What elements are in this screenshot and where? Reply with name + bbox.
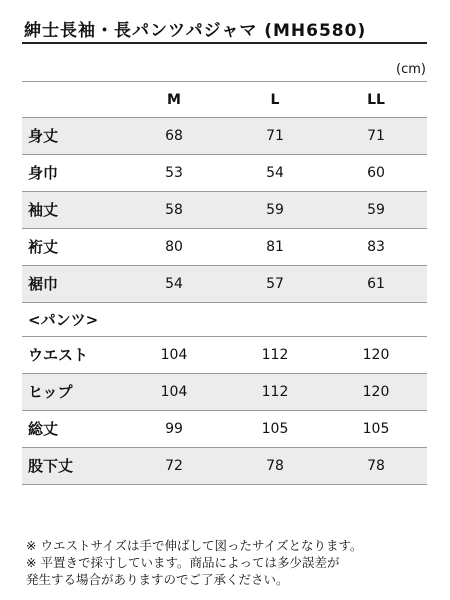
page-title: 紳士長袖・長パンツパジャマ (MH6580) xyxy=(24,21,367,41)
header-size-l: L xyxy=(270,92,280,108)
cell-value: 60 xyxy=(367,165,385,181)
cell-value: 112 xyxy=(261,384,289,400)
table-header-row xyxy=(22,81,427,118)
cell-value: 59 xyxy=(367,202,385,218)
cell-value: 104 xyxy=(160,347,188,363)
cell-value: 120 xyxy=(362,347,390,363)
row-label: 総丈 xyxy=(28,420,59,438)
header-size-m: M xyxy=(167,92,181,108)
header-size-ll: LL xyxy=(367,92,385,108)
table-row xyxy=(22,155,427,192)
cell-value: 105 xyxy=(362,421,390,437)
cell-value: 53 xyxy=(165,165,183,181)
cell-value: 61 xyxy=(367,276,385,292)
cell-value: 104 xyxy=(160,384,188,400)
cell-value: 54 xyxy=(165,276,183,292)
cell-value: 120 xyxy=(362,384,390,400)
cell-value: 80 xyxy=(165,239,183,255)
cell-value: 54 xyxy=(266,165,284,181)
cell-value: 71 xyxy=(367,128,385,144)
cell-value: 57 xyxy=(266,276,284,292)
row-label: 裄丈 xyxy=(28,238,59,256)
cell-value: 78 xyxy=(367,458,385,474)
table-row xyxy=(22,266,427,303)
note-line: ※ 平置きで採寸しています。商品によっては多少誤差が xyxy=(26,555,340,570)
row-label: ウエスト xyxy=(28,346,89,364)
row-label: ヒップ xyxy=(28,383,73,401)
table-row xyxy=(22,337,427,374)
cell-value: 78 xyxy=(266,458,284,474)
cell-value: 58 xyxy=(165,202,183,218)
cell-value: 81 xyxy=(266,239,284,255)
row-label: 身丈 xyxy=(28,127,59,145)
table-row xyxy=(22,411,427,448)
cell-value: 59 xyxy=(266,202,284,218)
unit-label: (cm) xyxy=(396,62,426,77)
pants-section-row xyxy=(22,303,427,337)
cell-value: 68 xyxy=(165,128,183,144)
cell-value: 71 xyxy=(266,128,284,144)
table-row xyxy=(22,118,427,155)
size-table xyxy=(22,81,427,485)
table-row xyxy=(22,192,427,229)
cell-value: 99 xyxy=(165,421,183,437)
size-notes xyxy=(26,537,362,588)
note-line: 発生する場合がありますのでご了承ください。 xyxy=(26,572,289,587)
table-row xyxy=(22,448,427,485)
row-label: 股下丈 xyxy=(28,457,74,475)
title-underline xyxy=(22,42,427,44)
cell-value: 72 xyxy=(165,458,183,474)
table-row xyxy=(22,374,427,411)
table-row xyxy=(22,229,427,266)
row-label: 裾巾 xyxy=(28,275,59,293)
cell-value: 105 xyxy=(261,421,289,437)
cell-value: 83 xyxy=(367,239,385,255)
row-label: 袖丈 xyxy=(28,201,59,219)
pants-section-label: <パンツ> xyxy=(28,311,99,329)
cell-value: 112 xyxy=(261,347,289,363)
note-line: ※ ウエストサイズは手で伸ばして図ったサイズとなります。 xyxy=(26,538,363,553)
row-label: 身巾 xyxy=(28,164,59,182)
